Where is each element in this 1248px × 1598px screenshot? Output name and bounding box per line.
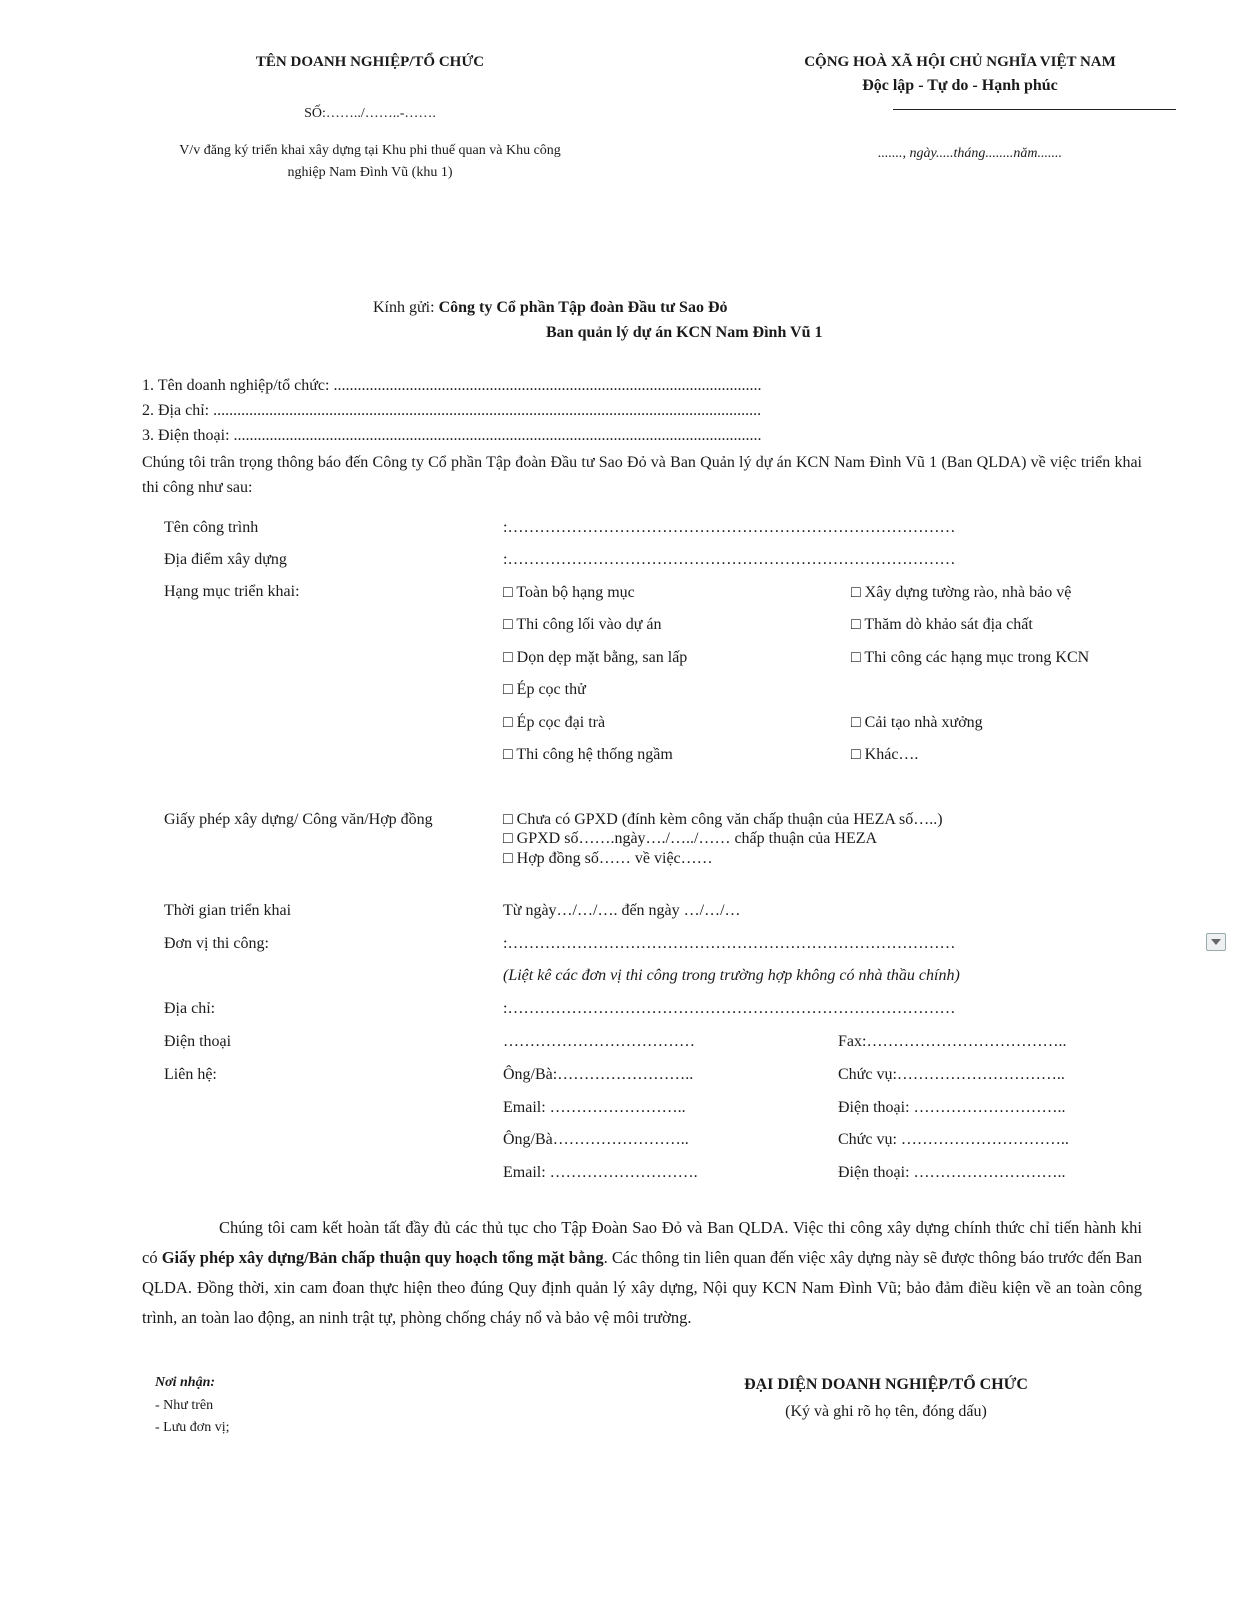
project-label: Tên công trình [164, 519, 259, 536]
phone-label: Điện thoại [164, 1033, 232, 1050]
project-value: :………………………………………………………………………… [503, 519, 956, 536]
recipient-prefix: Kính gửi: [373, 299, 439, 316]
commitment-paragraph [142, 1213, 1142, 1333]
location-value: :………………………………………………………………………… [503, 551, 956, 568]
contact-2-position: Chức vụ: ………………………….. [838, 1131, 1069, 1148]
recipient-line-1 [373, 299, 728, 317]
checkbox-factory-renovation[interactable]: □ Cải tạo nhà xưởng [851, 714, 983, 731]
recipient-company: Công ty Cổ phần Tập đoàn Đầu tư Sao Đỏ [438, 299, 728, 316]
checkbox-permit-number[interactable]: □ GPXD số…….ngày…./…../…… chấp thuận của HEZA [503, 830, 878, 847]
org-name: TÊN DOANH NGHIỆP/TỔ CHỨC [255, 54, 485, 70]
commitment-bold: Giấy phép xây dựng/Bản chấp thuận quy hoạch tổng mặt bằng [161, 1248, 604, 1267]
contact-2-phone: Điện thoại: ……………………….. [838, 1164, 1066, 1181]
checkbox-other[interactable]: □ Khác…. [851, 746, 919, 763]
subject-line-1: V/v đăng ký triển khai xây dựng tại Khu phi thuế quan và Khu công [179, 143, 561, 158]
contractor-label: Đơn vị thi công: [164, 935, 269, 952]
checkbox-no-permit[interactable]: □ Chưa có GPXD (đính kèm công văn chấp thuận của HEZA số…..) [503, 811, 943, 828]
checkbox-contract-number[interactable]: □ Hợp đồng số…… về việc…… [503, 850, 713, 867]
phone-value: ……………………………… [503, 1033, 695, 1050]
date-line: ......., ngày.....tháng........năm....... [878, 146, 1062, 161]
intro-paragraph: Chúng tôi trân trọng thông báo đến Công ty Cổ phần Tập đoàn Đầu tư Sao Đỏ và Ban Quản lý dự án KCN Nam Đình Vũ 1 (Ban QLDA) về việc triển khai thi công như sau: [142, 454, 1142, 496]
info-phone: 3. Điện thoại: .................................................................................................................................... [142, 427, 762, 444]
dropdown-button[interactable] [1206, 933, 1226, 951]
document-number: SỐ:……../……..-……. [304, 106, 436, 121]
checkbox-all-items[interactable]: □ Toàn bộ hạng mục [503, 584, 635, 601]
checkbox-mass-piling[interactable]: □ Ép cọc đại trà [503, 714, 606, 731]
items-label: Hạng mục triển khai: [164, 583, 300, 600]
contact-label: Liên hệ: [164, 1066, 217, 1083]
time-label: Thời gian triển khai [164, 902, 292, 919]
contact-1-name: Ông/Bà:…………………….. [503, 1066, 694, 1083]
info-company-name: 1. Tên doanh nghiệp/tổ chức: ........................................................................................................... [142, 377, 762, 394]
checkbox-fence-guardhouse[interactable]: □ Xây dựng tường rào, nhà bảo vệ [851, 584, 1072, 601]
chevron-down-icon [1211, 939, 1221, 945]
commitment-text-1: Chúng tôi cam kết hoàn tất đầy đủ các thủ tục cho Tập Đoàn Sao Đỏ và Ban QLDA. Việc thi công xây dựng chính thức chỉ tiến hành khi có [142, 1218, 1142, 1267]
contact-2-email: Email: ………………………. [503, 1164, 698, 1181]
nation-title: CỘNG HOÀ XÃ HỘI CHỦ NGHĨA VIỆT NAM [804, 54, 1116, 70]
location-label: Địa điểm xây dựng [164, 551, 287, 568]
address-value: :………………………………………………………………………… [503, 1000, 956, 1017]
subject-line-2: nghiệp Nam Đình Vũ (khu 1) [287, 165, 453, 180]
fax-value: Fax:……………………………….. [838, 1033, 1067, 1050]
contact-1-phone: Điện thoại: ……………………….. [838, 1099, 1066, 1116]
contractor-value: :………………………………………………………………………… [503, 935, 956, 952]
contact-1-position: Chức vụ:………………………….. [838, 1066, 1065, 1083]
recipient-line-2: Ban quản lý dự án KCN Nam Đình Vũ 1 [546, 324, 823, 341]
checkbox-test-piling[interactable]: □ Ép cọc thử [503, 681, 586, 698]
motto: Độc lập - Tự do - Hạnh phúc [862, 77, 1058, 94]
signer-title: ĐẠI DIỆN DOANH NGHIỆP/TỔ CHỨC [744, 1376, 1028, 1393]
motto-underline [893, 109, 1176, 110]
address-label: Địa chỉ: [164, 1000, 216, 1017]
checkbox-geological-survey[interactable]: □ Thăm dò khảo sát địa chất [851, 616, 1033, 633]
checkbox-underground-system[interactable]: □ Thi công hệ thống ngầm [503, 746, 673, 763]
permit-label: Giấy phép xây dựng/ Công văn/Hợp đồng [164, 811, 433, 828]
info-address: 2. Địa chỉ: ......................................................................................................................................... [142, 402, 762, 419]
recipient-item-2: - Lưu đơn vị; [155, 1420, 230, 1435]
commitment-text-2: . Các thông tin liên quan đến việc xây dựng này sẽ được thông báo trước đến Ban QLDA. Đồng thời, xin cam đoan thực hiện theo đúng Quy định quản lý xây dựng, Nội quy KCN Nam Đình Vũ; bảo đảm điều kiện về an toàn công trình, an toàn lao động, an ninh trật tự, phòng chống cháy nổ và bảo vệ môi trường. [142, 1248, 1143, 1327]
recipients-title: Nơi nhận: [155, 1375, 216, 1390]
contractor-note: (Liệt kê các đơn vị thi công trong trường hợp không có nhà thầu chính) [503, 967, 960, 984]
recipient-item-1: - Như trên [155, 1398, 214, 1413]
checkbox-project-entrance[interactable]: □ Thi công lối vào dự án [503, 616, 662, 633]
contact-1-email: Email: …………………….. [503, 1099, 686, 1116]
contact-2-name: Ông/Bà…………………….. [503, 1131, 689, 1148]
time-value: Từ ngày…/…/…. đến ngày …/…/… [503, 902, 741, 919]
signer-note: (Ký và ghi rõ họ tên, đóng dấu) [785, 1403, 987, 1420]
checkbox-site-clearing[interactable]: □ Dọn dẹp mặt bằng, san lấp [503, 649, 688, 666]
checkbox-kcn-items[interactable]: □ Thi công các hạng mục trong KCN [851, 649, 1090, 666]
